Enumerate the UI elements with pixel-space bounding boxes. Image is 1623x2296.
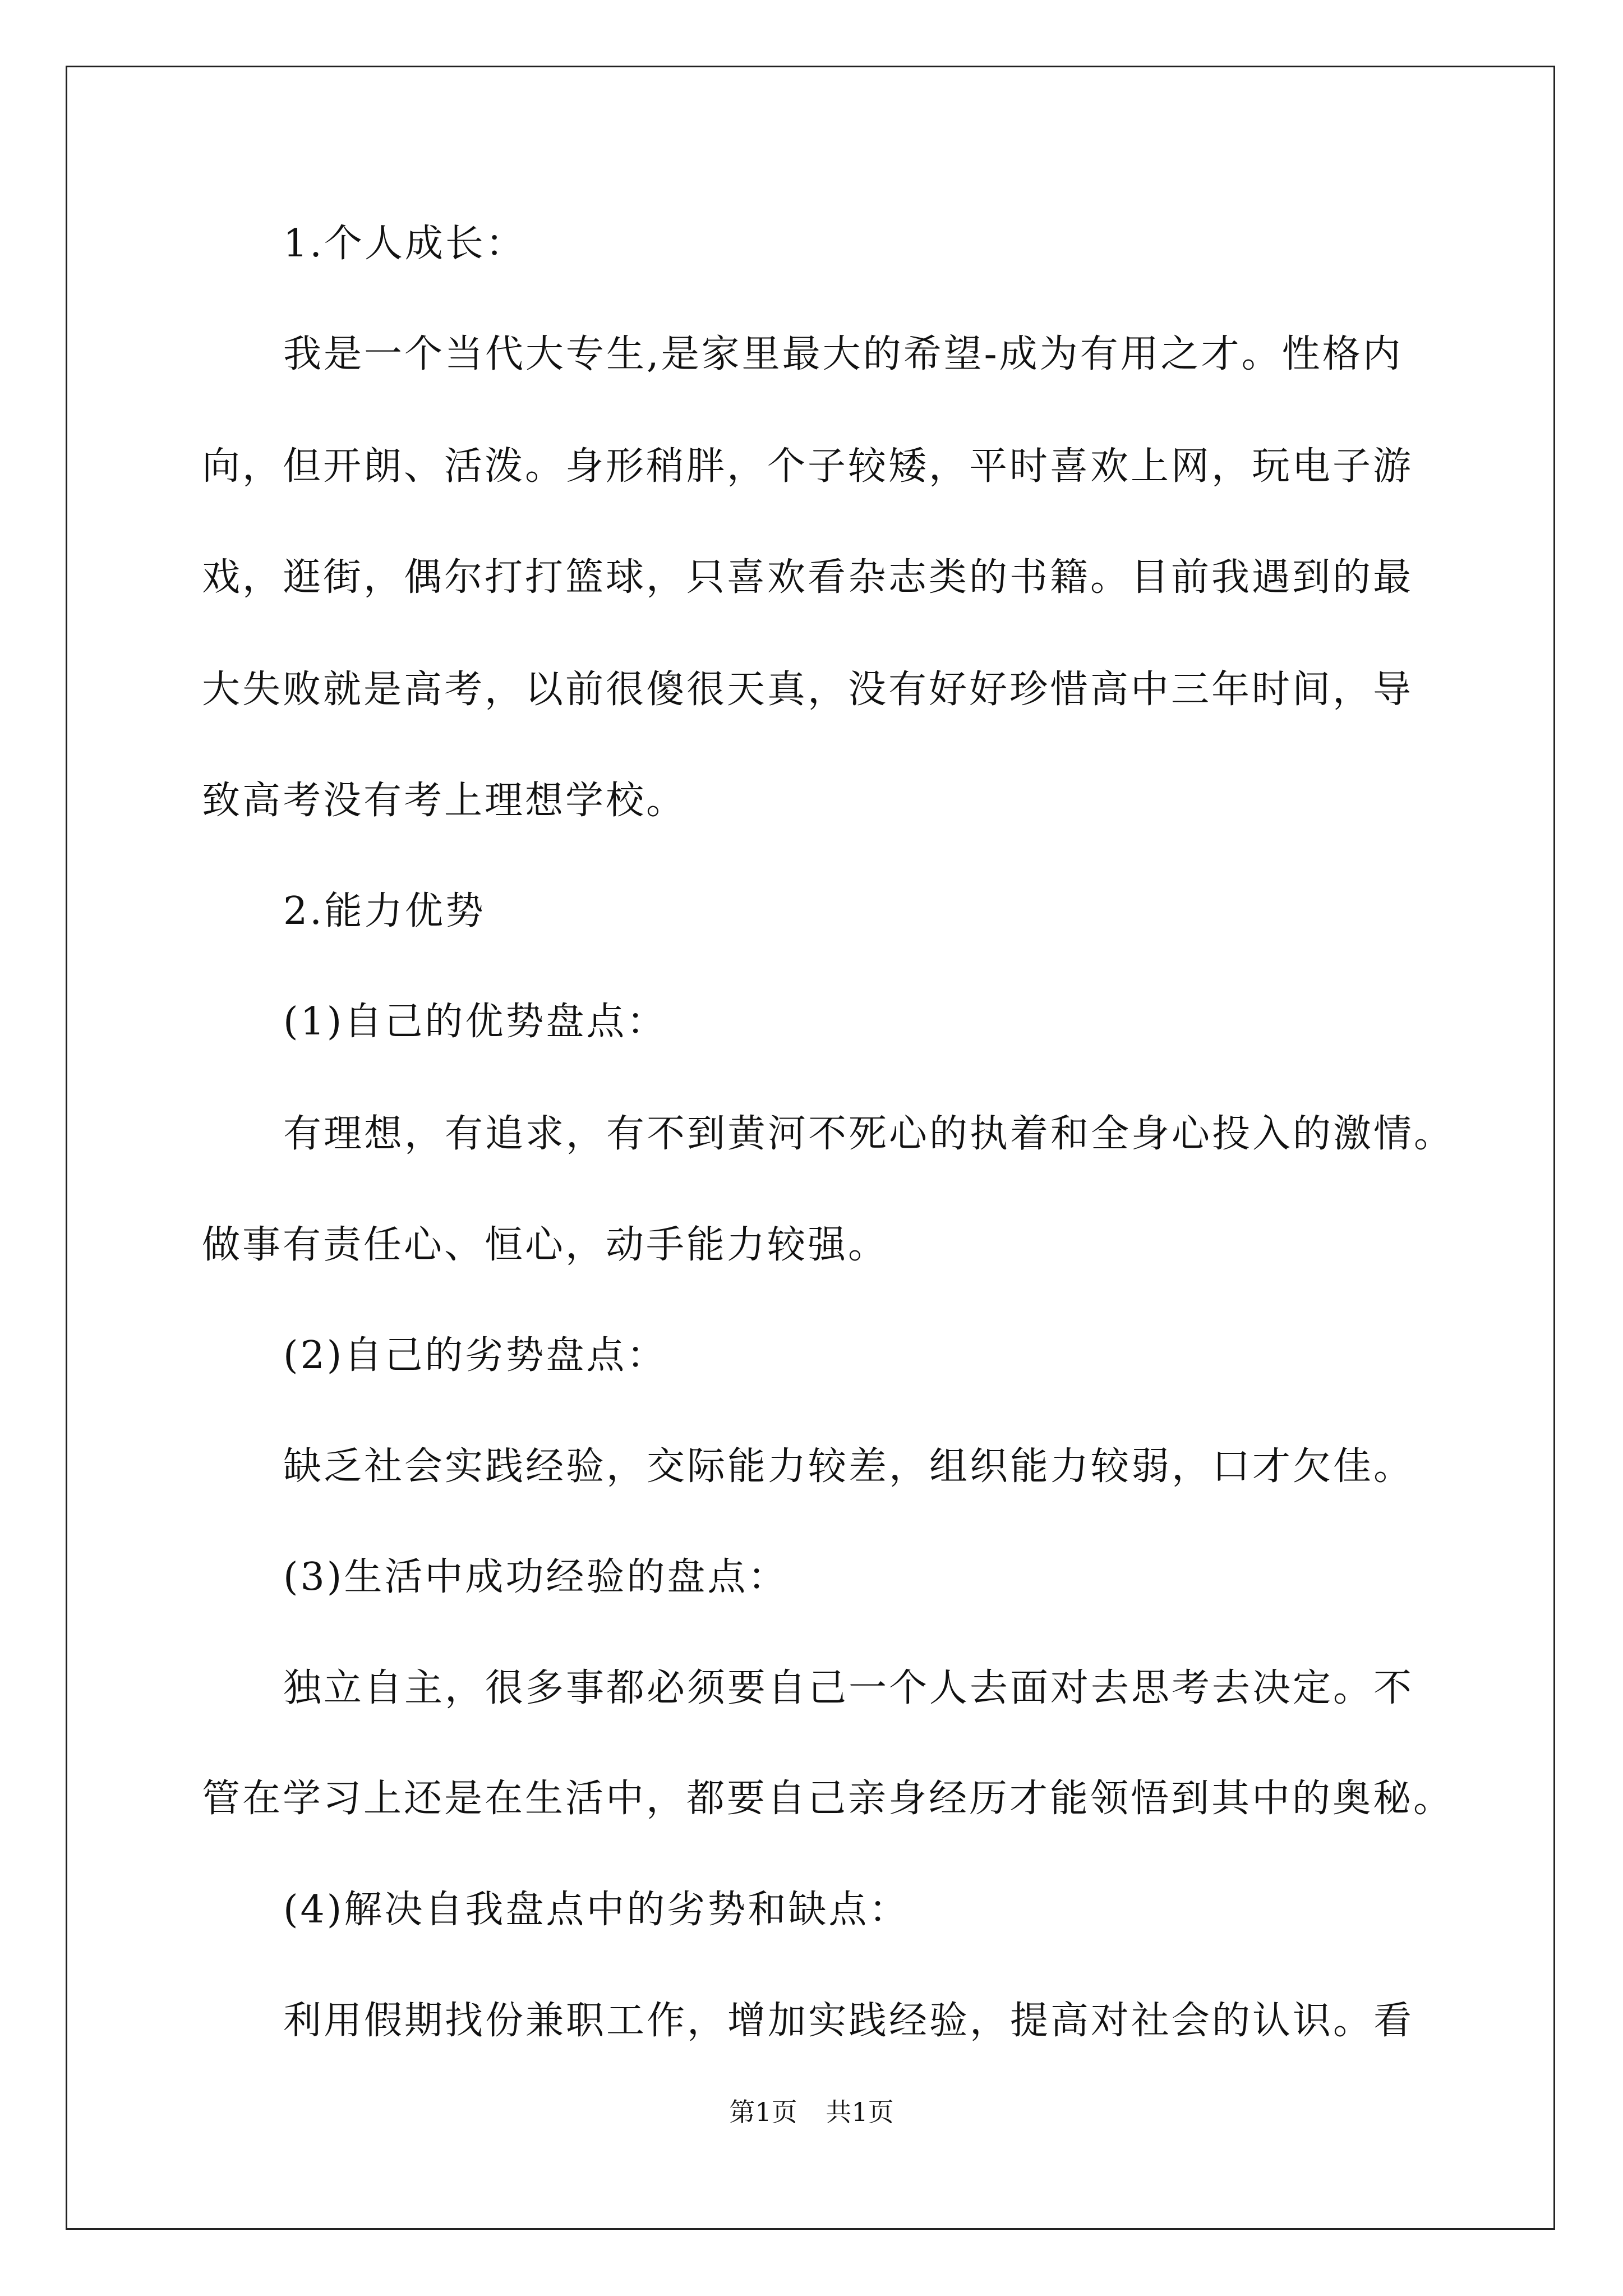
paragraph-line: 独立自主，很多事都必须要自己一个人去面对去思考去决定。不 [283, 1666, 1414, 1710]
paragraph-line: 戏，逛街，偶尔打打篮球，只喜欢看杂志类的书籍。目前我遇到的最 [202, 555, 1414, 600]
paragraph-line: 管在学习上还是在生活中，都要自己亲身经历才能领悟到其中的奥秘。 [202, 1777, 1454, 1821]
paragraph-line: 缺乏社会实践经验，交际能力较差，组织能力较弱，口才欠佳。 [283, 1444, 1414, 1489]
paragraph-line: 致高考没有考上理想学校。 [202, 779, 687, 823]
subheading-success-experience: (3)生活中成功经验的盘点： [283, 1555, 789, 1599]
paragraph-line: 我是一个当代大专生,是家里最大的希望-成为有用之才。性格内 [283, 332, 1403, 376]
subheading-weaknesses: (2)自己的劣势盘点： [283, 1333, 667, 1378]
paragraph-line: 向，但开朗、活泼。身形稍胖，个子较矮，平时喜欢上网，玩电子游 [202, 444, 1414, 489]
page-number-current: 第1页 [729, 2097, 797, 2127]
subheading-solutions: (4)解决自我盘点中的劣势和缺点： [283, 1888, 910, 1932]
page-footer [0, 2095, 1623, 2129]
subheading-strengths: (1)自己的优势盘点： [283, 1000, 667, 1044]
page-number-total: 共1页 [826, 2097, 894, 2127]
paragraph-line: 利用假期找份兼职工作，增加实践经验，提高对社会的认识。看 [283, 1999, 1414, 2043]
section-heading-personal-growth: 1.个人成长： [283, 222, 526, 266]
paragraph-line: 有理想，有追求，有不到黄河不死心的执着和全身心投入的激情。 [283, 1112, 1455, 1156]
paragraph-line: 做事有责任心、恒心，动手能力较强。 [202, 1223, 889, 1267]
section-heading-ability: 2.能力优势 [283, 889, 486, 933]
paragraph-line: 大失败就是高考，以前很傻很天真，没有好好珍惜高中三年时间，导 [202, 668, 1414, 712]
